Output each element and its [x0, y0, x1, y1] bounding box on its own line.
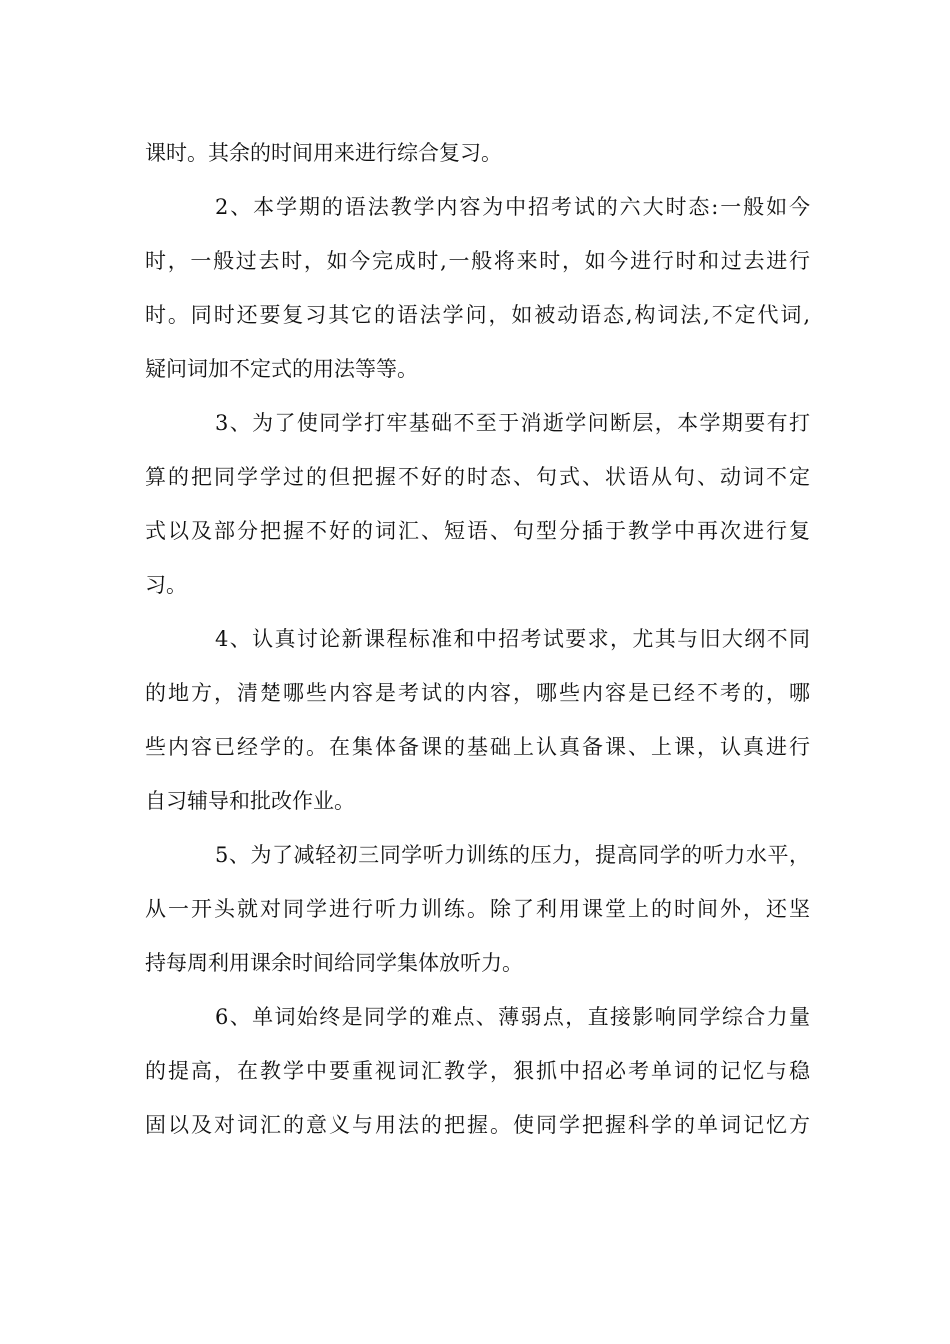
paragraph-line: 时。同时还要复习其它的语法学问，如被动语态,构词法,不定代词,	[145, 303, 810, 327]
document-body	[145, 131, 810, 1157]
paragraph-2	[145, 185, 810, 401]
paragraph-line: 的地方，清楚哪些内容是考试的内容，哪些内容是已经不考的，哪	[145, 681, 810, 705]
paragraph-4	[145, 617, 810, 833]
paragraph-line: 课时。其余的时间用来进行综合复习。	[145, 141, 502, 165]
paragraph-line: 疑问词加不定式的用法等等。	[145, 357, 418, 381]
paragraph-1	[145, 131, 810, 185]
paragraph-line: 习。	[145, 573, 187, 597]
paragraph-line: 固以及对词汇的意义与用法的把握。使同学把握科学的单词记忆方	[145, 1113, 810, 1137]
paragraph-line: 时，一般过去时，如今完成时,一般将来时，如今进行时和过去进行	[145, 249, 810, 273]
paragraph-line: 从一开头就对同学进行听力训练。除了利用课堂上的时间外，还坚	[145, 897, 810, 921]
paragraph-line: 3、为了使同学打牢基础不至于消逝学问断层，本学期要有打	[215, 411, 810, 435]
paragraph-5	[145, 833, 810, 995]
paragraph-line: 6、单词始终是同学的难点、薄弱点，直接影响同学综合力量	[215, 1005, 810, 1029]
paragraph-line: 些内容已经学的。在集体备课的基础上认真备课、上课，认真进行	[145, 735, 810, 759]
paragraph-line: 4、认真讨论新课程标准和中招考试要求，尤其与旧大纲不同	[215, 627, 810, 651]
paragraph-line: 算的把同学学过的但把握不好的时态、句式、状语从句、动词不定	[145, 465, 810, 489]
paragraph-line: 持每周利用课余时间给同学集体放听力。	[145, 951, 523, 975]
paragraph-line: 5、为了减轻初三同学听力训练的压力，提高同学的听力水平，	[215, 843, 810, 867]
paragraph-line: 的提高，在教学中要重视词汇教学，狠抓中招必考单词的记忆与稳	[145, 1059, 810, 1083]
paragraph-3	[145, 401, 810, 617]
paragraph-line: 2、本学期的语法教学内容为中招考试的六大时态:一般如今	[215, 195, 810, 219]
paragraph-line: 自习辅导和批改作业。	[145, 789, 355, 813]
paragraph-line: 式以及部分把握不好的词汇、短语、句型分插于教学中再次进行复	[145, 519, 810, 543]
paragraph-6	[145, 995, 810, 1157]
